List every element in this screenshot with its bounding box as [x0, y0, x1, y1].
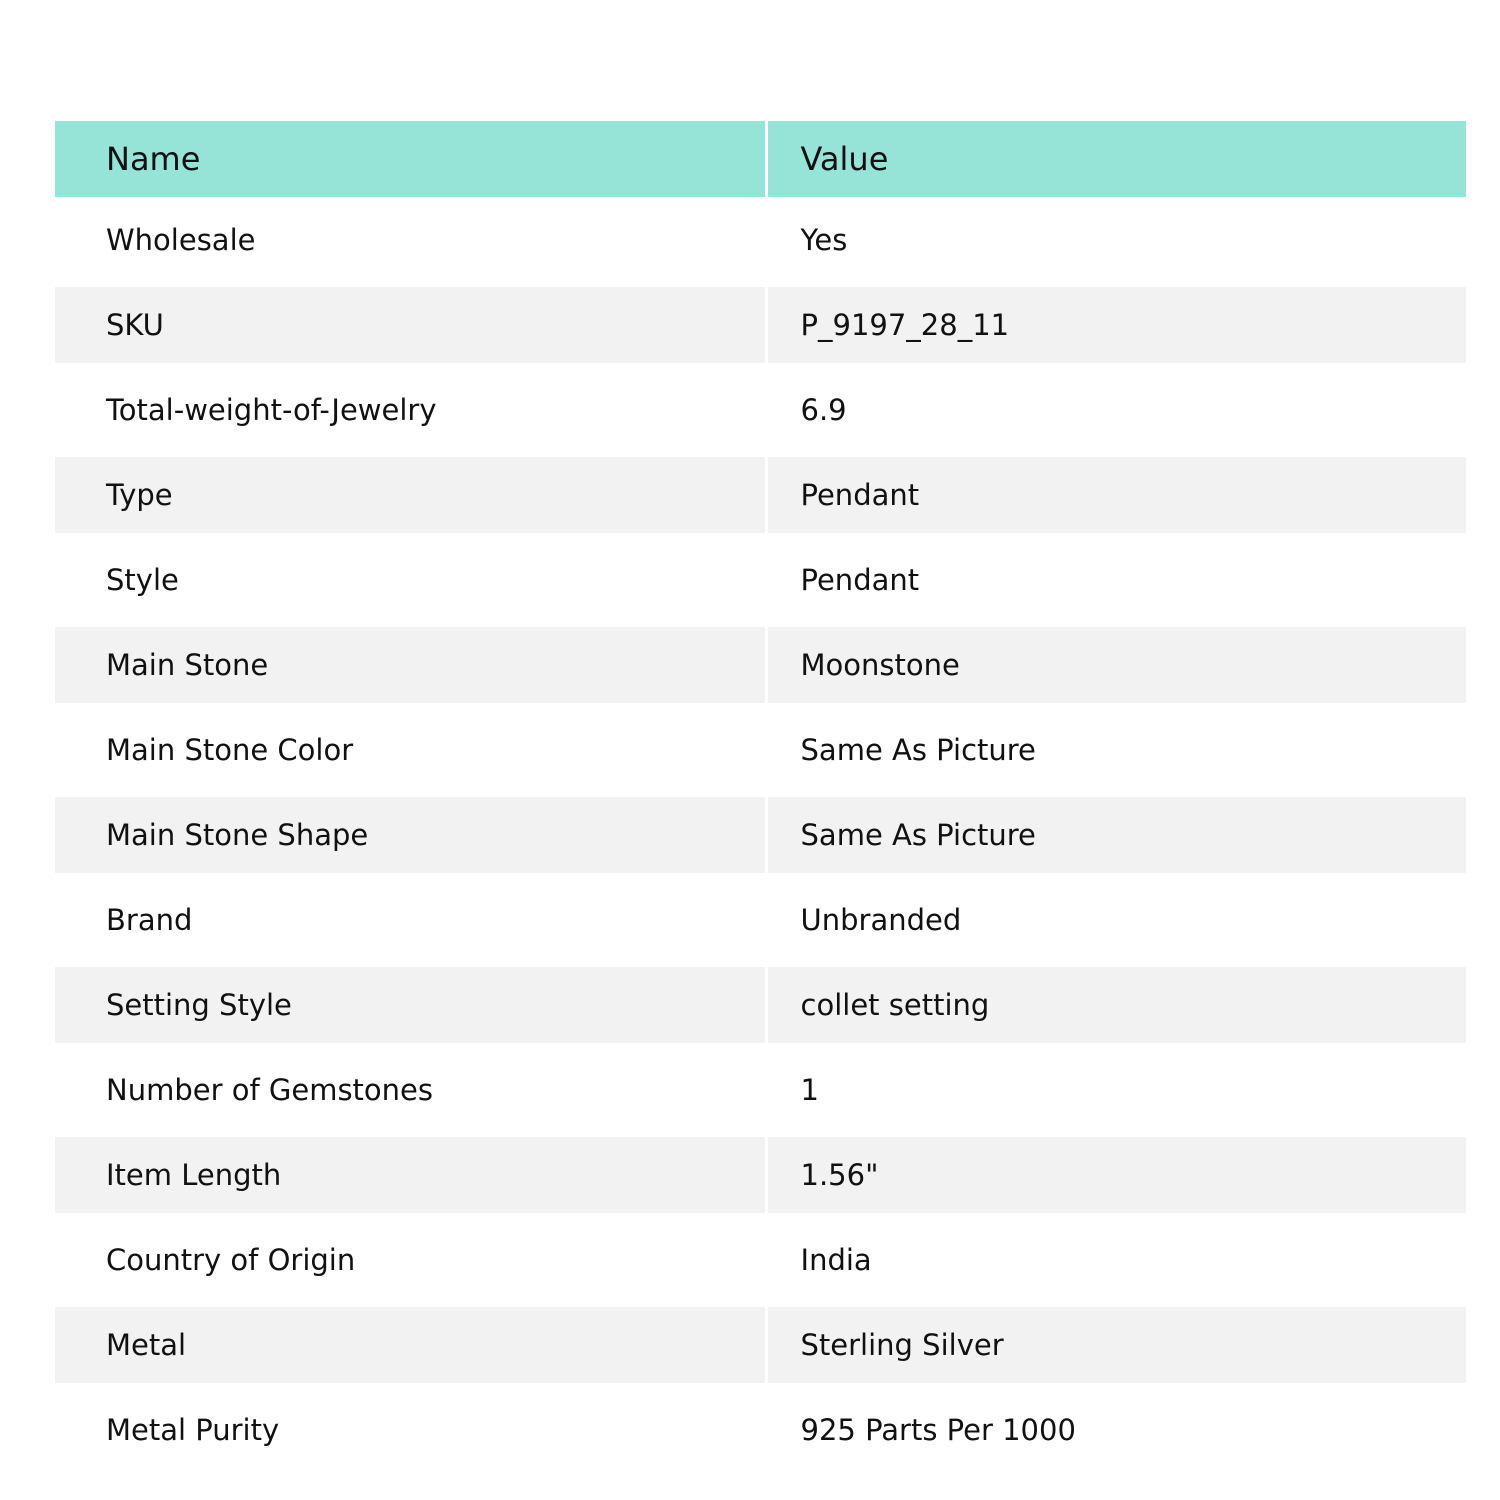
item-specifics-table: [55, 121, 1466, 1472]
row-name-cell: Wholesale: [55, 197, 765, 282]
row-value-cell: Pendant: [768, 457, 1467, 533]
row-value-cell: collet setting: [768, 967, 1467, 1043]
row-value-cell: Same As Picture: [768, 707, 1467, 792]
table-row: [55, 1047, 1466, 1132]
row-name-cell: Type: [55, 457, 765, 533]
table-row: [55, 877, 1466, 962]
column-header-name: Name: [55, 121, 765, 197]
row-value-cell: Same As Picture: [768, 797, 1467, 873]
table-row: [55, 537, 1466, 622]
row-name-cell: SKU: [55, 287, 765, 363]
table-row: [55, 792, 1466, 877]
row-name-cell: Number of Gemstones: [55, 1047, 765, 1132]
table-row: [55, 197, 1466, 282]
row-name-cell: Main Stone Shape: [55, 797, 765, 873]
table-row: [55, 962, 1466, 1047]
table-row: [55, 1302, 1466, 1387]
row-name-cell: Main Stone: [55, 627, 765, 703]
row-value-cell: Moonstone: [768, 627, 1467, 703]
row-name-cell: Item Length: [55, 1137, 765, 1213]
table-row: [55, 1132, 1466, 1217]
row-value-cell: 6.9: [768, 367, 1467, 452]
row-value-cell: P_9197_28_11: [768, 287, 1467, 363]
row-name-cell: Main Stone Color: [55, 707, 765, 792]
row-name-cell: Brand: [55, 877, 765, 962]
row-name-cell: Metal: [55, 1307, 765, 1383]
column-header-value: Value: [768, 121, 1467, 197]
table-row: [55, 1387, 1466, 1472]
row-value-cell: Unbranded: [768, 877, 1467, 962]
table-header-row: [55, 121, 1466, 197]
table-row: [55, 622, 1466, 707]
row-name-cell: Country of Origin: [55, 1217, 765, 1302]
table-row: [55, 282, 1466, 367]
row-value-cell: Sterling Silver: [768, 1307, 1467, 1383]
table-row: [55, 707, 1466, 792]
row-value-cell: Yes: [768, 197, 1467, 282]
row-name-cell: Setting Style: [55, 967, 765, 1043]
row-value-cell: 925 Parts Per 1000: [768, 1387, 1467, 1472]
row-name-cell: Metal Purity: [55, 1387, 765, 1472]
row-value-cell: Pendant: [768, 537, 1467, 622]
row-value-cell: 1: [768, 1047, 1467, 1132]
row-name-cell: Style: [55, 537, 765, 622]
table-row: [55, 367, 1466, 452]
table-row: [55, 1217, 1466, 1302]
row-value-cell: India: [768, 1217, 1467, 1302]
row-value-cell: 1.56": [768, 1137, 1467, 1213]
row-name-cell: Total-weight-of-Jewelry: [55, 367, 765, 452]
table-row: [55, 452, 1466, 537]
